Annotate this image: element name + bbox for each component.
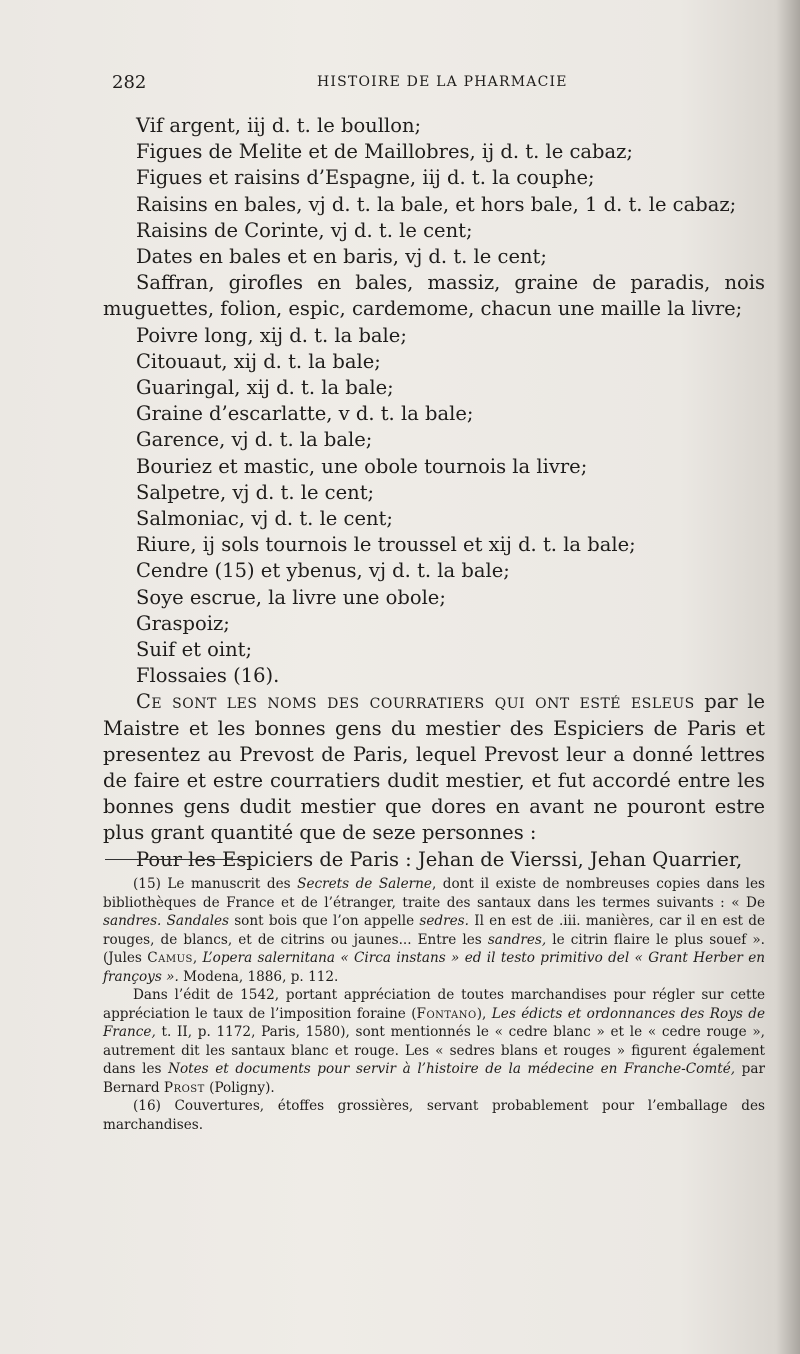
- page-header: [112, 72, 760, 94]
- note-text: Dans l’édit de 1542, portant appréciation de toutes marchandises pour régler sur cette appréciation le taux de l’imposition foraine (: [103, 987, 765, 1022]
- running-title: HISTOIRE DE LA PHARMACIE: [317, 74, 568, 90]
- list-item: Raisins de Corinte, vj d. t. le cent;: [136, 218, 473, 242]
- list-item: Saffran, girofles en bales, massiz, graine de paradis, nois muguettes, folion, espic, cardemome, chacun une maille la livre;: [103, 271, 765, 321]
- page-number: 282: [112, 72, 147, 93]
- note-author: Camus: [147, 950, 193, 966]
- note-text: ,: [192, 950, 203, 966]
- list-item: Figues de Melite et de Maillobres, ij d. t. le cabaz;: [136, 140, 633, 164]
- list-item: Citouaut, xij d. t. la bale;: [136, 349, 381, 373]
- list-item: Suif et oint;: [136, 638, 253, 662]
- note-title: sandres. Sandales: [103, 913, 229, 929]
- note-text: par Bernard: [103, 1061, 765, 1096]
- note-title: sedres.: [419, 913, 469, 929]
- note-text: ),: [476, 1005, 492, 1022]
- note-text: (15) Le manuscrit des: [133, 876, 298, 892]
- last-line: Pour les Espiciers de Paris : Jehan de Vierssi, Jehan Quarrier,: [136, 847, 743, 871]
- list-item: Vif argent, iij d. t. le boullon;: [136, 114, 422, 137]
- list-item: Figues et raisins d’Espagne, iij d. t. la couphe;: [136, 166, 595, 190]
- list-item: Garence, vj d. t. la bale;: [136, 428, 373, 452]
- list-item: Dates en bales et en baris, vj d. t. le cent;: [136, 245, 547, 269]
- note-author: Prost: [163, 1079, 205, 1096]
- note-text: t. II, p. 1172, Paris, 1580), sont mentionnés le « cedre blanc » et le « cedre rouge », autrement dit les santaux blanc et rouge. Les « sedres blans et rouges » figurent également dans les: [103, 1024, 765, 1077]
- footnote-16: (16) Couvertures, étoffes grossières, servant probablement pour l’emballage des marchandises.: [103, 1098, 765, 1133]
- list-item: Bouriez et mastic, une obole tournois la livre;: [136, 454, 588, 478]
- footnotes: [103, 875, 765, 1134]
- footnote-rule: [105, 859, 251, 860]
- list-item: Soye escrue, la livre une obole;: [136, 585, 446, 609]
- list-item: Raisins en bales, vj d. t. la bale, et hors bale, 1 d. t. le cabaz;: [136, 192, 737, 216]
- note-text: , dont il existe de nombreuses copies dans les bibliothèques de France et de l’étranger, traite des santaux dans les termes suivants : « De: [103, 876, 766, 911]
- note-title: Les édicts et ordonnances des Roys de France,: [103, 1005, 765, 1040]
- note-author: Fontano: [416, 1005, 477, 1022]
- footnote-15: [103, 875, 765, 986]
- footnote-15-continued: [103, 986, 765, 1097]
- list-item: Guaringal, xij d. t. la bale;: [136, 376, 394, 400]
- note-text: (Poligny).: [204, 1079, 275, 1096]
- note-title: L’opera salernitana « Circa instans » ed il testo primitivo del « Grant Herber en françoys ».: [103, 950, 766, 985]
- list-item: Riure, ij sols tournois le troussel et xij d. t. la bale;: [136, 533, 636, 557]
- list-item: Graspoiz;: [136, 611, 230, 635]
- note-title: Notes et documents pour servir à l’histoire de la médecine en Franche-Comté,: [168, 1061, 736, 1077]
- list-item: Salmoniac, vj d. t. le cent;: [136, 507, 393, 531]
- note-text: Modena, 1886, p. 112.: [178, 968, 339, 985]
- note-text: Il en est de .iii. manières, car il en est de rouges, de blancs, et de citrins ou jaunes... Entre les: [103, 913, 765, 948]
- list-item: Salpetre, vj d. t. le cent;: [136, 480, 375, 504]
- courratiers-paragraph: [103, 689, 765, 846]
- main-text: [103, 113, 765, 873]
- list-item: Cendre (15) et ybenus, vj d. t. la bale;: [136, 559, 510, 583]
- note-text: le citrin flaire le plus souef ». (Jules: [103, 931, 765, 966]
- list-item: Graine d’escarlatte, v d. t. la bale;: [136, 402, 474, 426]
- list-item: Flossaies (16).: [136, 664, 280, 688]
- list-item: Poivre long, xij d. t. la bale;: [136, 323, 407, 347]
- smallcaps-lead: Ce sont les noms des courratiers qui ont esté esleus: [136, 690, 695, 714]
- note-text: sont bois que l’on appelle: [228, 913, 420, 929]
- paragraph-text: par le Maistre et les bonnes gens du mestier des Espiciers de Paris et presentez au Prevost de Paris, lequel Prevost leur a donné lettres de faire et estre courratiers dudit mestier, et fut accordé entre les bonnes gens dudit mestier que dores en avant ne pouront estre plus grant quantité que de seze personnes :: [103, 690, 765, 845]
- note-title: sandres,: [487, 931, 547, 948]
- note-title: Secrets de Salerne: [297, 876, 432, 892]
